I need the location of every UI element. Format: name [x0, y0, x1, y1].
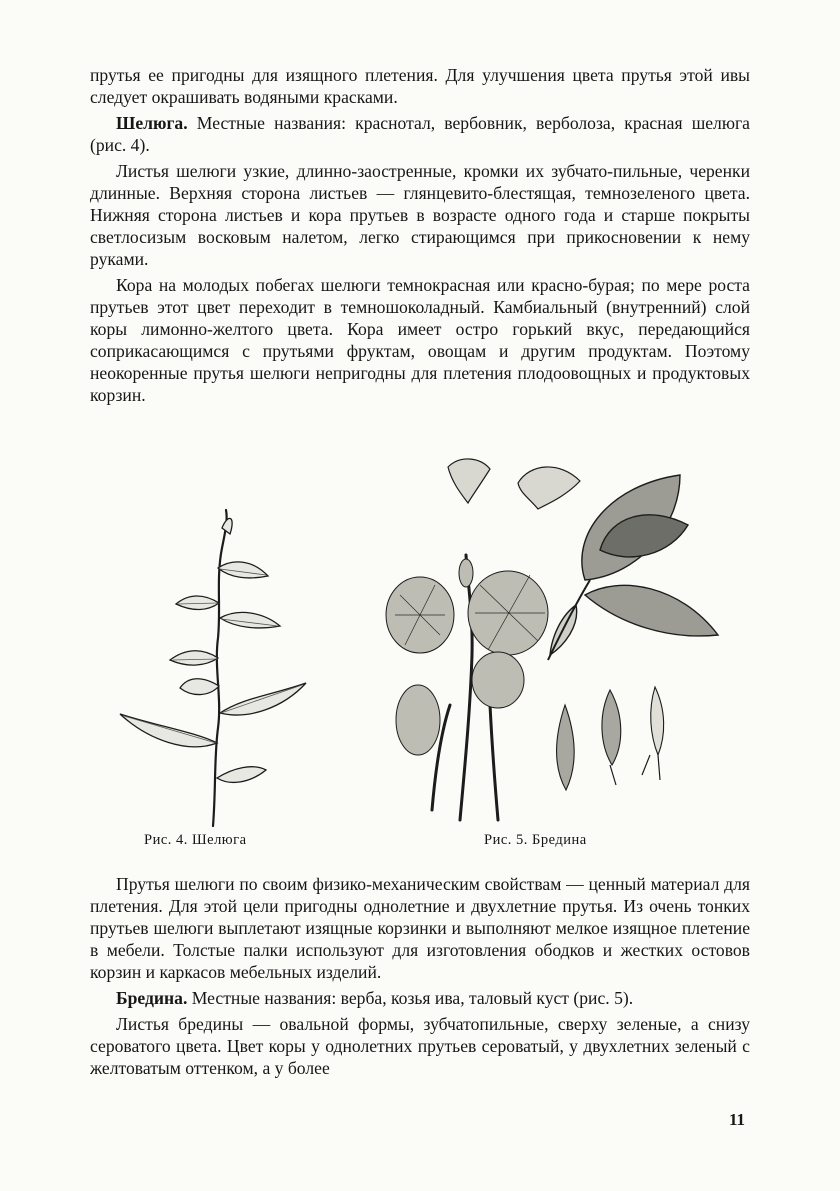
text-block-bottom [90, 873, 750, 1079]
paragraph-sheluga-bark: Кора на молодых побегах шелюги темнокрасная или красно-бурая; по мере роста прутьев этот цвет переходит в темношоколадный. Камбиальный (внутренний) слой коры лимонно-желтого цвета. Кора имеет остро горький вкус, передающийся соприкасающимся с прутьями фруктам, овощам и другим продуктам. Поэтому неокоренные прутья шелюги непригодны для плетения плодоовощных и продуктовых корзин. [90, 275, 750, 405]
leaf-5 [180, 679, 219, 695]
text-block-top [90, 64, 750, 406]
leaf-8 [217, 767, 266, 783]
figure-sheluga-illustration [118, 508, 328, 826]
sheluga-drawing [118, 508, 328, 826]
sheluga-names-text: Местные названия: краснотал, вербовник, верболоза, красная шелюга (рис. 4). [90, 113, 750, 155]
page-number: 11 [729, 1110, 746, 1129]
leaf-lower [585, 585, 718, 636]
bud-top [222, 518, 232, 534]
paragraph-sheluga-leaves: Листья шелюги узкие, длинно-заостренные, кромки их зубчато-пильные, черенки длинные. Верхняя сторона листьев — глянцевито-блестящая, темнозеленого цвета. Нижняя сторона листьев и кора прутьев в возрасте одного года и старше покрыты светлосизым восковым налетом, легко стирающимся при прикосновении к нему руками. [90, 161, 750, 269]
term-sheluga: Шелюга. [116, 113, 188, 133]
bredina-drawing [380, 455, 725, 823]
paragraph-sheluga-names [90, 112, 750, 156]
term-bredina: Бредина. [116, 988, 188, 1008]
bud-top [459, 559, 473, 587]
figure-4-caption: Рис. 4. Шелюга [144, 832, 247, 848]
capsule-2 [602, 690, 621, 765]
catkin-lower [396, 685, 440, 755]
bredina-names-text: Местные названия: верба, козья ива, таловый куст (рис. 5). [187, 988, 634, 1008]
capsule-3 [651, 687, 664, 755]
catkin-middle [472, 652, 524, 708]
leaf-4 [170, 651, 218, 665]
capsule-1 [556, 705, 574, 790]
paragraph-sheluga-use: Прутья шелюги по своим физико-механическим свойствам — ценный материал для плетения. Для этой цели пригодны однолетние и двухлетние прутья. Из очень тонких прутьев шелюги выплетают изящные корзинки и выполняют мелкое изящное плетение в мебели. Толстые палки используют для изготовления ободков и жестких остовов корзин и каркасов мебельных изделий. [90, 874, 750, 982]
paragraph-continuation: прутья ее пригодны для изящного плетения. Для улучшения цвета прутья этой ивы следует окрашивать водяными красками. [90, 65, 750, 107]
figure-bredina-illustration [380, 455, 725, 823]
paragraph-bredina-names [90, 987, 750, 1009]
figure-5-caption: Рис. 5. Бредина [484, 832, 587, 848]
paragraph-bredina-leaves: Листья бредины — овальной формы, зубчатопильные, сверху зеленые, а снизу сероватого цвета. Цвет коры у однолетних прутьев сероватый, у двухлетних зеленый с желтоватым оттенком, а у более [90, 1014, 750, 1078]
flower-part-2 [518, 467, 580, 509]
flower-part-1 [448, 459, 490, 503]
